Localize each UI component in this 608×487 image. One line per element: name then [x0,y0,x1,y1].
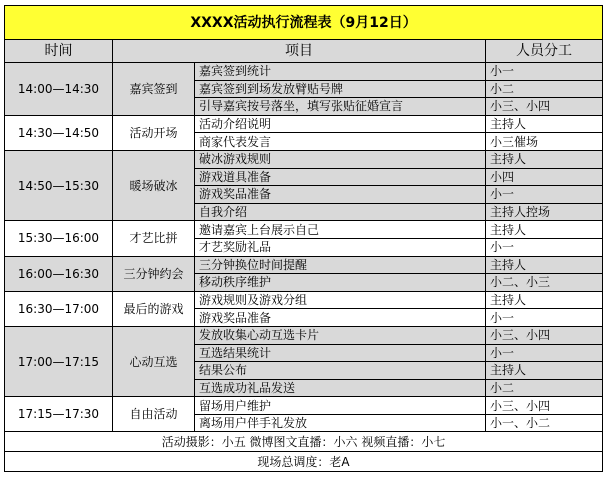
phase-cell: 心动互选 [113,326,195,396]
phase-cell: 暖场破冰 [113,150,195,220]
staff-cell: 小一 [486,344,603,362]
table-row [5,397,603,415]
task-cell: 游戏道具准备 [195,168,486,186]
task-cell: 离场用户伴手礼发放 [195,414,486,432]
staff-cell: 小三催场 [486,133,603,151]
footer-line1: 活动摄影：小五 微博图文直播：小六 视频直播：小七 [5,432,603,452]
phase-cell: 自由活动 [113,397,195,432]
staff-cell: 小二、小三 [486,274,603,292]
phase-cell: 嘉宾签到 [113,63,195,116]
table-row [5,256,603,274]
task-cell: 留场用户维护 [195,397,486,415]
time-slot-cell: 16:00—16:30 [5,256,113,291]
schedule-table [4,5,603,472]
staff-cell: 小三、小四 [486,397,603,415]
staff-cell: 小一 [486,309,603,327]
task-cell: 引导嘉宾按号落坐，填写张贴征婚宣言 [195,98,486,116]
task-cell: 三分钟换位时间提醒 [195,256,486,274]
header-item: 项目 [113,40,486,63]
staff-cell: 小一 [486,186,603,204]
time-slot-cell: 16:30—17:00 [5,291,113,326]
header-time: 时间 [5,40,113,63]
task-cell: 邀请嘉宾上台展示自己 [195,221,486,239]
footer-line2: 现场总调度：老A [5,452,603,472]
time-slot-cell: 14:00—14:30 [5,63,113,116]
staff-cell: 主持人 [486,362,603,380]
task-cell: 嘉宾签到统计 [195,63,486,81]
task-cell: 破冰游戏规则 [195,150,486,168]
staff-cell: 主持人 [486,221,603,239]
task-cell: 游戏奖品准备 [195,186,486,204]
phase-cell: 活动开场 [113,115,195,150]
header-staff: 人员分工 [486,40,603,63]
staff-cell: 小二 [486,80,603,98]
task-cell: 游戏奖品准备 [195,309,486,327]
time-slot-cell: 14:50—15:30 [5,150,113,220]
staff-cell: 小一 [486,238,603,256]
table-row [5,150,603,168]
table-row [5,326,603,344]
task-cell: 才艺奖励礼品 [195,238,486,256]
staff-cell: 主持人 [486,291,603,309]
staff-cell: 小四 [486,168,603,186]
table-row [5,291,603,309]
table-title: XXXX活动执行流程表（9月12日） [5,6,603,40]
phase-cell: 才艺比拼 [113,221,195,256]
time-slot-cell: 15:30—16:00 [5,221,113,256]
task-cell: 商家代表发言 [195,133,486,151]
staff-cell: 小一、小二 [486,414,603,432]
staff-cell: 小三、小四 [486,98,603,116]
staff-cell: 小一 [486,63,603,81]
staff-cell: 主持人控场 [486,203,603,221]
task-cell: 发放收集心动互选卡片 [195,326,486,344]
time-slot-cell: 14:30—14:50 [5,115,113,150]
staff-cell: 主持人 [486,150,603,168]
staff-cell: 小二 [486,379,603,397]
table-row [5,115,603,133]
task-cell: 结果公布 [195,362,486,380]
task-cell: 移动秩序维护 [195,274,486,292]
table-row [5,63,603,81]
staff-cell: 小三、小四 [486,326,603,344]
footer-row [5,452,603,472]
task-cell: 游戏规则及游戏分组 [195,291,486,309]
phase-cell: 最后的游戏 [113,291,195,326]
time-slot-cell: 17:15—17:30 [5,397,113,432]
task-cell: 互选结果统计 [195,344,486,362]
task-cell: 活动介绍说明 [195,115,486,133]
staff-cell: 主持人 [486,115,603,133]
task-cell: 自我介绍 [195,203,486,221]
task-cell: 嘉宾签到到场发放臂贴号牌 [195,80,486,98]
staff-cell: 主持人 [486,256,603,274]
footer-row [5,432,603,452]
time-slot-cell: 17:00—17:15 [5,326,113,396]
phase-cell: 三分钟约会 [113,256,195,291]
table-row [5,221,603,239]
task-cell: 互选成功礼品发送 [195,379,486,397]
